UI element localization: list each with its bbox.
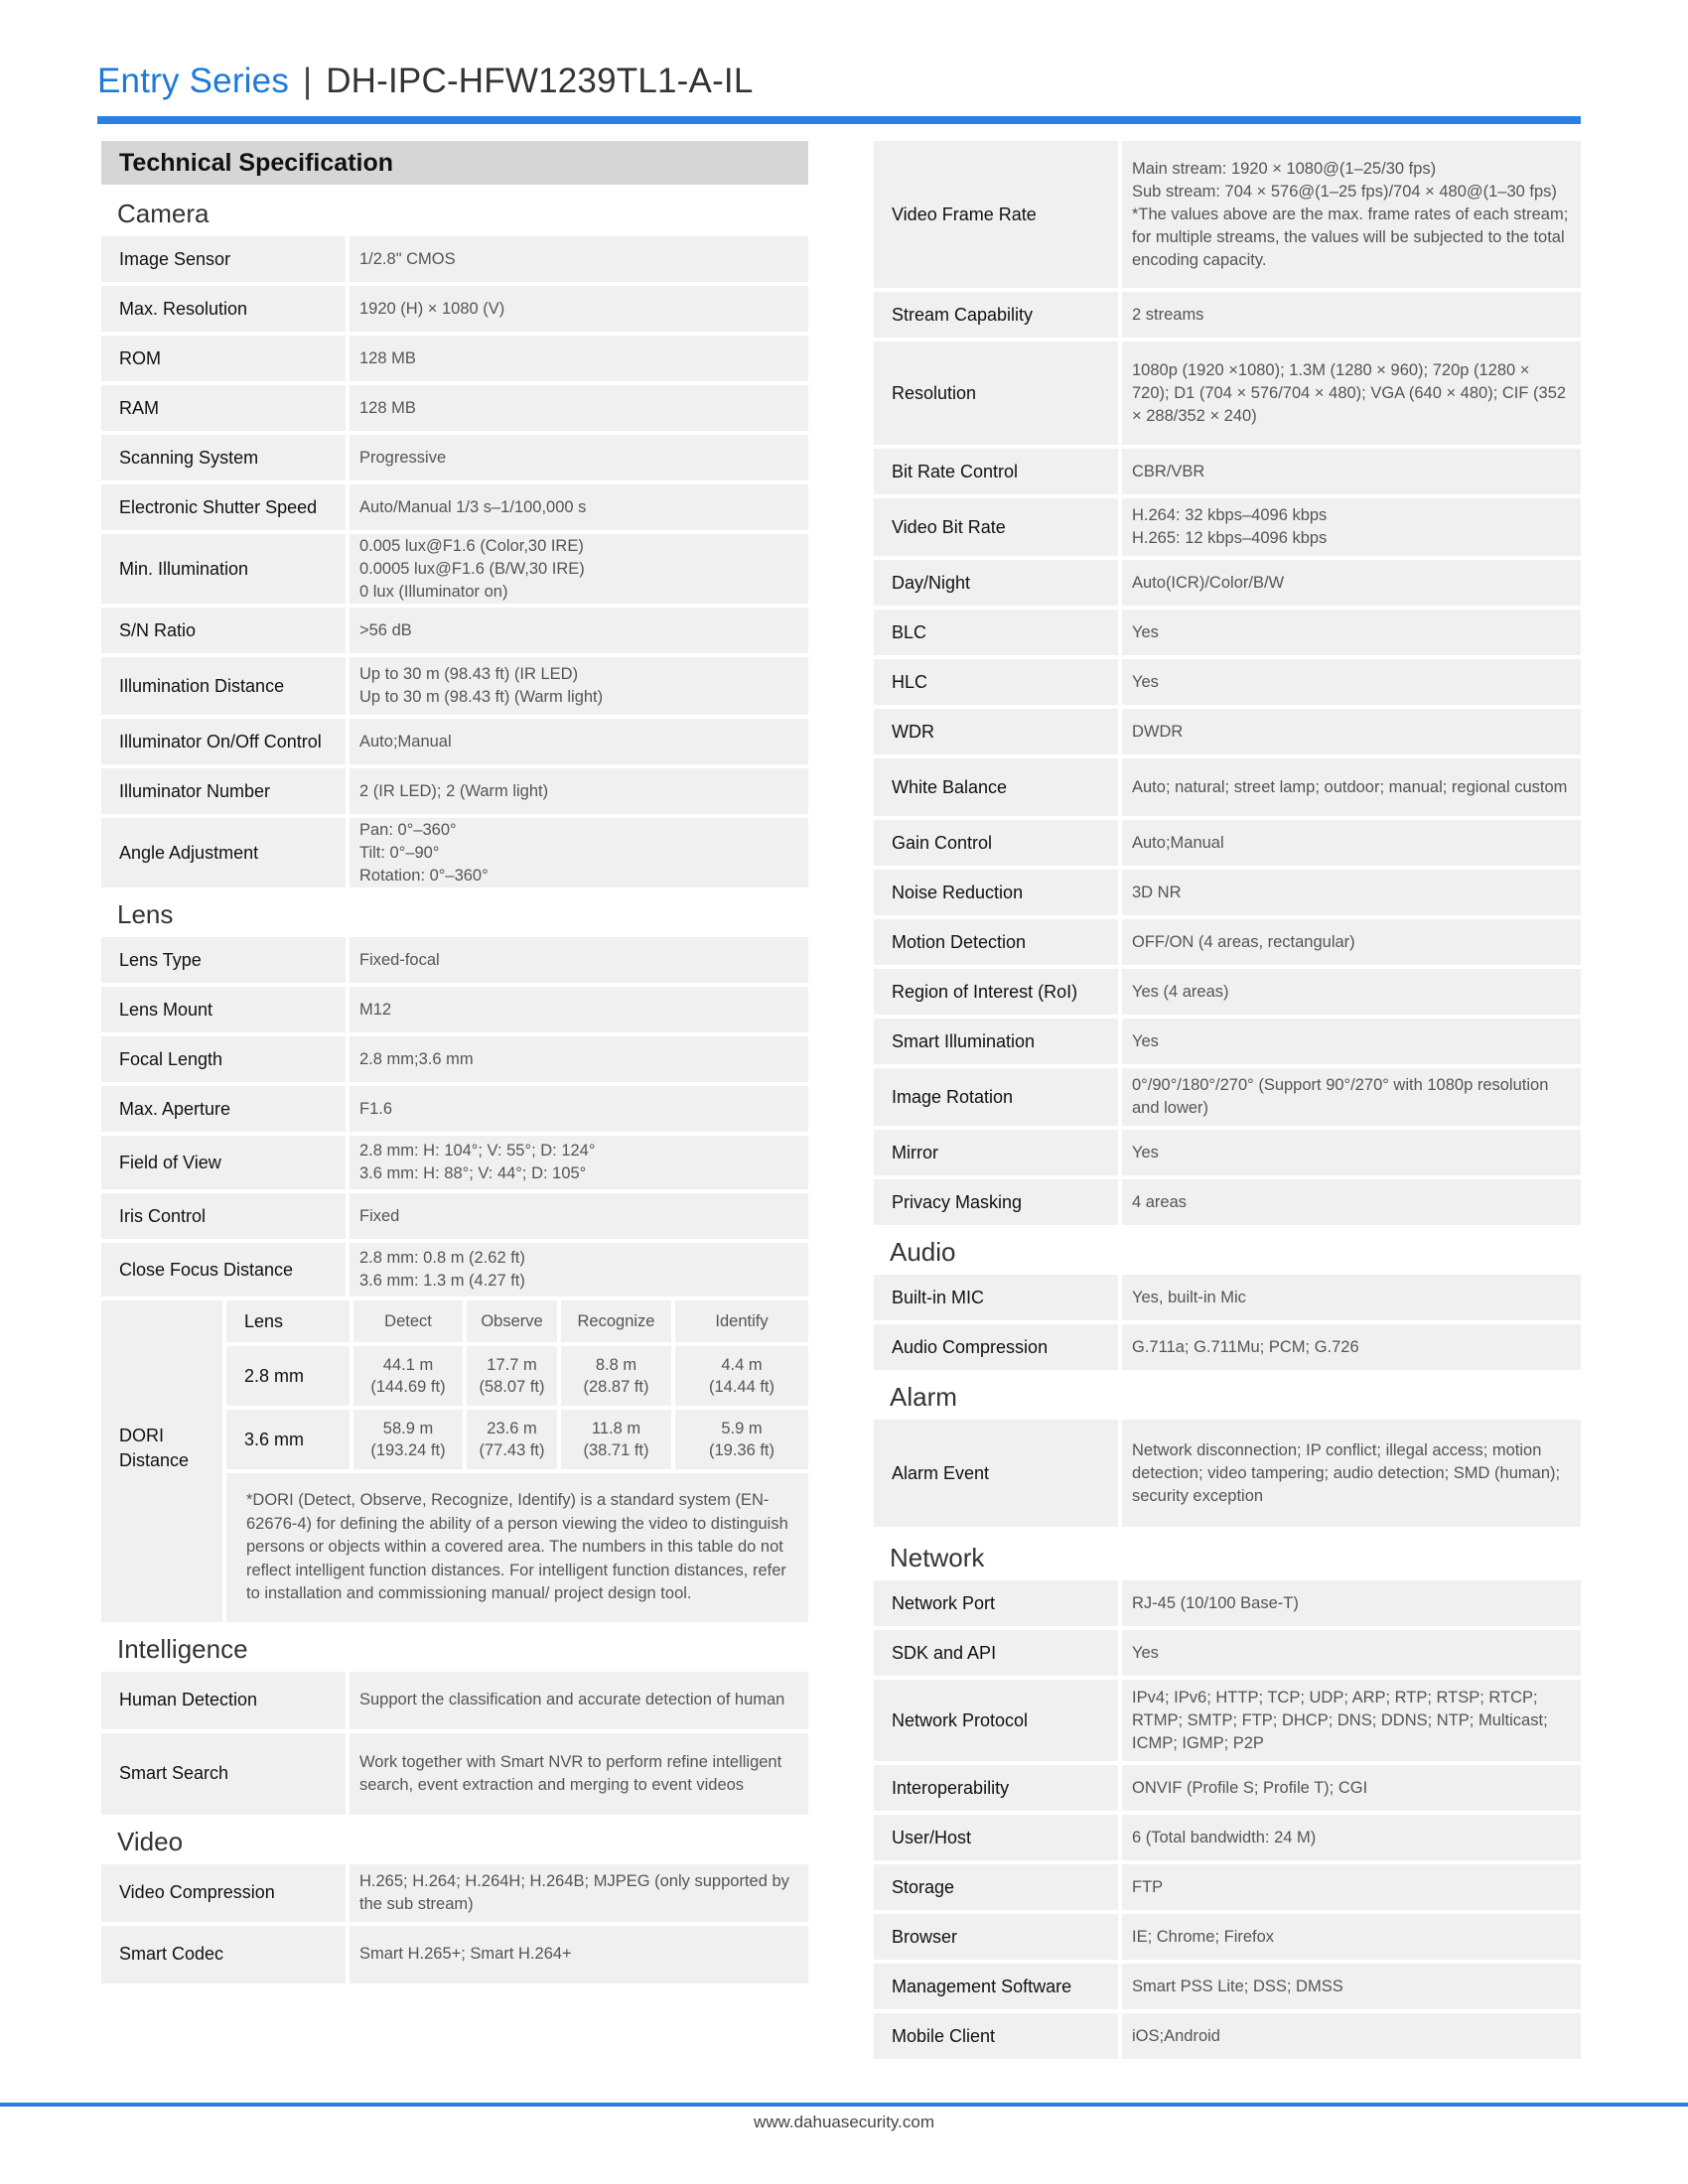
dori-value-cell — [467, 1346, 557, 1406]
spec-value — [1122, 709, 1581, 754]
spec-label: Max. Resolution — [101, 286, 346, 332]
spec-row-ram — [101, 385, 808, 431]
spec-row-close-focus-distance — [101, 1243, 808, 1297]
header-separator: | — [302, 62, 313, 100]
spec-row-browser — [874, 1914, 1581, 1960]
spec-row-network-protocol — [874, 1680, 1581, 1761]
dori-row — [226, 1346, 808, 1406]
spec-value-line: FTP — [1132, 1877, 1164, 1896]
spec-value-line: 2 streams — [1132, 305, 1204, 324]
spec-row-wdr — [874, 709, 1581, 754]
spec-row-illumination-distance — [101, 657, 808, 715]
spec-value — [1122, 1630, 1581, 1676]
spec-value — [1122, 1680, 1581, 1761]
spec-row-lens-mount — [101, 987, 808, 1032]
spec-label: Close Focus Distance — [101, 1243, 346, 1297]
spec-label: Angle Adjustment — [101, 818, 346, 887]
dori-body — [226, 1300, 808, 1622]
spec-value-line: Yes — [1132, 1143, 1159, 1161]
spec-label: Bit Rate Control — [874, 449, 1118, 494]
spec-label: Smart Illumination — [874, 1019, 1118, 1064]
camera-table — [101, 236, 808, 887]
spec-title: Technical Specification — [101, 141, 808, 185]
spec-row-max-resolution — [101, 286, 808, 332]
spec-label: SDK and API — [874, 1630, 1118, 1676]
dori-value-line: 8.8 m — [595, 1356, 637, 1374]
spec-row-focal-length — [101, 1036, 808, 1082]
spec-value-line: G.711a; G.711Mu; PCM; G.726 — [1132, 1337, 1359, 1356]
spec-value-line: 2.8 mm: 0.8 m (2.62 ft) — [359, 1249, 525, 1267]
spec-value-line: CBR/VBR — [1132, 462, 1205, 480]
spec-row-mobile-client — [874, 2013, 1581, 2059]
spec-label: Mirror — [874, 1130, 1118, 1175]
dori-value-line: (14.44 ft) — [708, 1378, 775, 1396]
left-column — [101, 141, 808, 1987]
spec-row-smart-illumination — [874, 1019, 1581, 1064]
spec-row-video-frame-rate — [874, 141, 1581, 288]
header-rule — [97, 116, 1581, 124]
spec-value-line: Fixed-focal — [359, 950, 440, 969]
spec-label: Network Protocol — [874, 1680, 1118, 1761]
spec-value — [350, 1243, 808, 1297]
dori-header-cell: Detect — [353, 1300, 463, 1342]
spec-value — [350, 719, 808, 764]
section-alarm-title: Alarm — [890, 1382, 957, 1412]
spec-row-alarm-event — [874, 1420, 1581, 1527]
series-name: Entry Series — [97, 62, 290, 100]
spec-row-interoperability — [874, 1765, 1581, 1811]
dori-value-cell — [561, 1346, 671, 1406]
spec-value-line: 3D NR — [1132, 883, 1182, 901]
spec-value-line: F1.6 — [359, 1099, 393, 1118]
dori-value-line: (193.24 ft) — [370, 1441, 446, 1459]
spec-value — [1122, 820, 1581, 866]
spec-value — [350, 1926, 808, 1983]
dori-header-row — [226, 1300, 808, 1342]
dori-value-cell — [353, 1346, 463, 1406]
spec-value — [1122, 610, 1581, 655]
dori-value-line: (144.69 ft) — [370, 1378, 446, 1396]
spec-value-line: 3.6 mm: H: 88°; V: 44°; D: 105° — [359, 1164, 587, 1182]
spec-value — [1122, 341, 1581, 445]
section-lens-title: Lens — [117, 899, 174, 929]
spec-value — [1122, 141, 1581, 288]
dori-lens-cell: 3.6 mm — [226, 1410, 350, 1469]
spec-value — [1122, 1765, 1581, 1811]
spec-value-line: 0 lux (Illuminator on) — [359, 582, 508, 601]
spec-label: Electronic Shutter Speed — [101, 484, 346, 530]
spec-value-line: 2 (IR LED); 2 (Warm light) — [359, 781, 549, 800]
footer-rule — [0, 2103, 1688, 2107]
spec-value-line: 0.0005 lux@F1.6 (B/W,30 IRE) — [359, 559, 585, 578]
spec-value-line: Fixed — [359, 1206, 400, 1225]
spec-label: Motion Detection — [874, 919, 1118, 965]
right-column — [874, 141, 1581, 2063]
spec-value-line: Support the classification and accurate detection of human — [359, 1691, 785, 1708]
spec-value — [350, 818, 808, 887]
dori-value-line: 11.8 m — [591, 1420, 641, 1437]
spec-value — [350, 608, 808, 653]
spec-value — [1122, 1964, 1581, 2009]
spec-value-line: 1/2.8" CMOS — [359, 249, 456, 268]
video-table — [874, 141, 1581, 1225]
spec-row-audio-compression — [874, 1324, 1581, 1370]
spec-label: White Balance — [874, 758, 1118, 816]
spec-value-line: Network disconnection; IP conflict; illegal access; motion detection; video tampering; audio detection; SMD (human); security exception — [1132, 1440, 1561, 1505]
spec-value-line: Main stream: 1920 × 1080@(1–25/30 fps) — [1132, 159, 1437, 178]
spec-value — [350, 1672, 808, 1729]
spec-row-bit-rate-control — [874, 449, 1581, 494]
dori-value-cell — [467, 1410, 557, 1469]
section-audio-title: Audio — [890, 1237, 956, 1267]
spec-value — [1122, 2013, 1581, 2059]
spec-label: User/Host — [874, 1815, 1118, 1860]
spec-value — [1122, 1019, 1581, 1064]
spec-label: Max. Aperture — [101, 1086, 346, 1132]
spec-label: BLC — [874, 610, 1118, 655]
spec-value-line: Yes (4 areas) — [1132, 982, 1229, 1001]
spec-value-line: ONVIF (Profile S; Profile T); CGI — [1132, 1778, 1368, 1797]
spec-value — [350, 1193, 808, 1239]
spec-value-line: Tilt: 0°–90° — [359, 843, 440, 862]
dori-table — [101, 1300, 808, 1622]
spec-label: WDR — [874, 709, 1118, 754]
spec-label: Smart Codec — [101, 1926, 346, 1983]
video-compression-table — [101, 1864, 808, 1983]
spec-row-built-in-mic — [874, 1275, 1581, 1320]
spec-value — [350, 1136, 808, 1189]
spec-row-hlc — [874, 659, 1581, 705]
dori-value-cell — [561, 1410, 671, 1469]
spec-row-image-sensor — [101, 236, 808, 282]
spec-value-line: Work together with Smart NVR to perform refine intelligent search, event extraction and merging to event videos — [359, 1752, 782, 1794]
spec-value — [1122, 560, 1581, 606]
spec-value — [1122, 292, 1581, 338]
alarm-table — [874, 1420, 1581, 1527]
spec-row-angle-adjustment — [101, 818, 808, 887]
spec-row-white-balance — [874, 758, 1581, 816]
spec-value — [1122, 449, 1581, 494]
dori-value-line: (58.07 ft) — [479, 1378, 545, 1396]
spec-row-video-compression — [101, 1864, 808, 1922]
spec-label: Min. Illumination — [101, 534, 346, 604]
spec-label: Scanning System — [101, 435, 346, 480]
dori-value-line: 44.1 m — [382, 1356, 434, 1374]
spec-label: Lens Type — [101, 937, 346, 983]
dori-lens-cell: 2.8 mm — [226, 1346, 350, 1406]
spec-row-motion-detection — [874, 919, 1581, 965]
spec-label: Resolution — [874, 341, 1118, 445]
spec-value-line: OFF/ON (4 areas, rectangular) — [1132, 932, 1355, 951]
spec-label: Management Software — [874, 1964, 1118, 2009]
spec-value-line: >56 dB — [359, 620, 412, 639]
spec-label: Network Port — [874, 1580, 1118, 1626]
spec-value-line: Yes — [1132, 1643, 1159, 1662]
spec-label: Mobile Client — [874, 2013, 1118, 2059]
spec-label: Focal Length — [101, 1036, 346, 1082]
spec-row-network-port — [874, 1580, 1581, 1626]
spec-label: S/N Ratio — [101, 608, 346, 653]
spec-label: ROM — [101, 336, 346, 381]
spec-value — [1122, 498, 1581, 556]
dori-value-line: (38.71 ft) — [583, 1441, 649, 1459]
spec-label: Privacy Masking — [874, 1179, 1118, 1225]
spec-label: Video Compression — [101, 1864, 346, 1922]
spec-value — [350, 385, 808, 431]
spec-label: Audio Compression — [874, 1324, 1118, 1370]
spec-value — [1122, 870, 1581, 915]
spec-label: Browser — [874, 1914, 1118, 1960]
document-header — [97, 62, 754, 101]
spec-value-line: H.265; H.264; H.264H; H.264B; MJPEG (only supported by the sub stream) — [359, 1871, 789, 1913]
spec-value — [1122, 1864, 1581, 1910]
dori-header-cell: Recognize — [561, 1300, 671, 1342]
spec-value-line: 0°/90°/180°/270° (Support 90°/270° with 1080p resolution and lower) — [1132, 1076, 1549, 1117]
spec-row-blc — [874, 610, 1581, 655]
spec-value — [350, 336, 808, 381]
spec-label: Stream Capability — [874, 292, 1118, 338]
dori-value-cell — [353, 1410, 463, 1469]
spec-row-illuminator-number — [101, 768, 808, 814]
spec-value — [1122, 1580, 1581, 1626]
dori-value-line: 4.4 m — [721, 1356, 763, 1374]
spec-value-line: Yes — [1132, 672, 1159, 691]
spec-row-lens-type — [101, 937, 808, 983]
spec-value-line: Auto(ICR)/Color/B/W — [1132, 573, 1285, 592]
spec-value-line: Sub stream: 704 × 576@(1–25 fps)/704 × 480@(1–30 fps) — [1132, 182, 1557, 201]
spec-value-line: Yes, built-in Mic — [1132, 1288, 1246, 1306]
spec-label: Lens Mount — [101, 987, 346, 1032]
spec-row-human-detection — [101, 1672, 808, 1729]
spec-label: Day/Night — [874, 560, 1118, 606]
spec-row-resolution — [874, 341, 1581, 445]
spec-value-line: 1080p (1920 ×1080); 1.3M (1280 × 960); 720p (1280 × 720); D1 (704 × 576/704 × 480); VGA (640 × 480); CIF (352 × 288/352 × 240) — [1132, 360, 1567, 425]
spec-value-line: Auto;Manual — [1132, 833, 1224, 852]
spec-row-rom — [101, 336, 808, 381]
spec-label: Video Bit Rate — [874, 498, 1118, 556]
spec-value — [1122, 969, 1581, 1015]
spec-value-line: Smart PSS Lite; DSS; DMSS — [1132, 1977, 1343, 1995]
spec-value — [350, 657, 808, 715]
spec-row-max-aperture — [101, 1086, 808, 1132]
spec-row-s-n-ratio — [101, 608, 808, 653]
spec-value-line: Auto;Manual — [359, 732, 452, 751]
spec-value-line: Up to 30 m (98.43 ft) (IR LED) — [359, 665, 579, 683]
spec-value-line: Smart H.265+; Smart H.264+ — [359, 1945, 572, 1963]
spec-row-illuminator-on-off-control — [101, 719, 808, 764]
spec-value — [350, 1733, 808, 1815]
dori-note: *DORI (Detect, Observe, Recognize, Identify) is a standard system (EN-62676-4) for defining the ability of a person viewing the video to distinguish persons or objects within a covered area. The numbers in this table do not reflect intelligent function distances. For intelligent function distances, refer to installation and commissioning manual/ project design tool. — [226, 1473, 808, 1622]
spec-row-sdk-and-api — [874, 1630, 1581, 1676]
model-number: DH-IPC-HFW1239TL1-A-IL — [326, 62, 754, 100]
network-table — [874, 1580, 1581, 2059]
audio-table — [874, 1275, 1581, 1370]
spec-label: RAM — [101, 385, 346, 431]
spec-value — [1122, 1275, 1581, 1320]
spec-row-gain-control — [874, 820, 1581, 866]
spec-value — [1122, 919, 1581, 965]
spec-value-line: RJ-45 (10/100 Base-T) — [1132, 1593, 1299, 1612]
dori-header-cell: Identify — [675, 1300, 808, 1342]
spec-row-image-rotation — [874, 1068, 1581, 1126]
spec-value — [1122, 1179, 1581, 1225]
dori-value-line: (77.43 ft) — [479, 1441, 545, 1459]
intelligence-table — [101, 1672, 808, 1815]
spec-value-line: 128 MB — [359, 398, 416, 417]
spec-value — [350, 236, 808, 282]
spec-value-line: 128 MB — [359, 348, 416, 367]
spec-label: Iris Control — [101, 1193, 346, 1239]
spec-value-line: Pan: 0°–360° — [359, 820, 457, 839]
spec-row-min-illumination — [101, 534, 808, 604]
spec-value — [1122, 1324, 1581, 1370]
spec-label: Noise Reduction — [874, 870, 1118, 915]
spec-value — [350, 534, 808, 604]
spec-value-line: 2.8 mm;3.6 mm — [359, 1049, 474, 1068]
spec-value-line: H.264: 32 kbps–4096 kbps — [1132, 506, 1328, 524]
spec-label: Smart Search — [101, 1733, 346, 1815]
spec-row-iris-control — [101, 1193, 808, 1239]
spec-value — [350, 1864, 808, 1922]
spec-value-line: Auto/Manual 1/3 s–1/100,000 s — [359, 497, 587, 516]
spec-value — [350, 435, 808, 480]
spec-value — [350, 1036, 808, 1082]
spec-label: Region of Interest (RoI) — [874, 969, 1118, 1015]
spec-value — [350, 484, 808, 530]
spec-value — [350, 937, 808, 983]
dori-value-line: (19.36 ft) — [708, 1441, 775, 1459]
spec-value-line: 1920 (H) × 1080 (V) — [359, 299, 505, 318]
section-network-title: Network — [890, 1543, 985, 1572]
spec-label: Illumination Distance — [101, 657, 346, 715]
spec-value-line: 0.005 lux@F1.6 (Color,30 IRE) — [359, 536, 584, 555]
spec-label: Illuminator On/Off Control — [101, 719, 346, 764]
spec-value-line: M12 — [359, 1000, 392, 1019]
dori-value-cell — [675, 1346, 808, 1406]
spec-value — [1122, 1420, 1581, 1527]
spec-value-line: Up to 30 m (98.43 ft) (Warm light) — [359, 688, 604, 706]
dori-value-line: (28.87 ft) — [583, 1378, 649, 1396]
spec-label: Image Rotation — [874, 1068, 1118, 1126]
spec-row-smart-search — [101, 1733, 808, 1815]
spec-value-line: Yes — [1132, 1031, 1159, 1050]
spec-row-storage — [874, 1864, 1581, 1910]
spec-row-stream-capability — [874, 292, 1581, 338]
spec-value — [350, 987, 808, 1032]
spec-value-line: iOS;Android — [1132, 2026, 1220, 2045]
spec-value-line: Auto; natural; street lamp; outdoor; manual; regional custom — [1132, 777, 1568, 796]
dori-value-line: 17.7 m — [487, 1356, 537, 1374]
spec-label: Image Sensor — [101, 236, 346, 282]
spec-value — [350, 286, 808, 332]
dori-label: DORI Distance — [101, 1300, 222, 1622]
spec-value-line: 2.8 mm: H: 104°; V: 55°; D: 124° — [359, 1142, 596, 1160]
spec-value-line: 4 areas — [1132, 1192, 1188, 1211]
dori-value-cell — [675, 1410, 808, 1469]
dori-row — [226, 1410, 808, 1469]
spec-value-line: *The values above are the max. frame rates of each stream; for multiple streams, the values will be subjected to the total encoding capacity. — [1132, 205, 1569, 269]
footer-url: www.dahuasecurity.com — [753, 2113, 935, 2131]
spec-row-mirror — [874, 1130, 1581, 1175]
spec-label: Gain Control — [874, 820, 1118, 866]
spec-value-line: Progressive — [359, 448, 447, 467]
spec-value-line: IPv4; IPv6; HTTP; TCP; UDP; ARP; RTP; RTSP; RTCP; RTMP; SMTP; FTP; DHCP; DNS; DDNS; NTP; Multicast; ICMP; IGMP; P2P — [1132, 1688, 1548, 1752]
spec-label: Interoperability — [874, 1765, 1118, 1811]
spec-value — [1122, 1130, 1581, 1175]
spec-label: HLC — [874, 659, 1118, 705]
spec-row-video-bit-rate — [874, 498, 1581, 556]
spec-row-privacy-masking — [874, 1179, 1581, 1225]
spec-value-line: 3.6 mm: 1.3 m (4.27 ft) — [359, 1272, 525, 1290]
spec-value — [350, 768, 808, 814]
spec-label: Built-in MIC — [874, 1275, 1118, 1320]
dori-header-cell: Observe — [467, 1300, 557, 1342]
dori-header-cell: Lens — [226, 1300, 350, 1342]
spec-row-smart-codec — [101, 1926, 808, 1983]
spec-value-line: 6 (Total bandwidth: 24 M) — [1132, 1828, 1317, 1846]
spec-row-user-host — [874, 1815, 1581, 1860]
spec-label: Illuminator Number — [101, 768, 346, 814]
section-video-title: Video — [117, 1826, 184, 1856]
spec-value — [1122, 758, 1581, 816]
dori-value-line: 5.9 m — [721, 1420, 763, 1437]
spec-value — [1122, 1068, 1581, 1126]
spec-row-electronic-shutter-speed — [101, 484, 808, 530]
section-intelligence-title: Intelligence — [117, 1633, 248, 1664]
spec-label: Field of View — [101, 1136, 346, 1189]
spec-value — [1122, 1914, 1581, 1960]
spec-value-line: IE; Chrome; Firefox — [1132, 1927, 1275, 1946]
spec-row-region-of-interest-roi — [874, 969, 1581, 1015]
spec-value-line: DWDR — [1132, 722, 1184, 741]
spec-label: Alarm Event — [874, 1420, 1118, 1527]
spec-value — [1122, 659, 1581, 705]
dori-value-line: 58.9 m — [382, 1420, 434, 1437]
spec-row-field-of-view — [101, 1136, 808, 1189]
spec-value-line: Yes — [1132, 622, 1159, 641]
spec-value-line: H.265: 12 kbps–4096 kbps — [1132, 529, 1328, 547]
spec-row-noise-reduction — [874, 870, 1581, 915]
spec-label: Storage — [874, 1864, 1118, 1910]
section-camera-title: Camera — [117, 199, 210, 228]
spec-row-management-software — [874, 1964, 1581, 2009]
lens-table — [101, 937, 808, 1297]
dori-value-line: 23.6 m — [487, 1420, 537, 1437]
spec-value — [350, 1086, 808, 1132]
spec-label: Video Frame Rate — [874, 141, 1118, 288]
spec-value — [1122, 1815, 1581, 1860]
spec-label: Human Detection — [101, 1672, 346, 1729]
spec-value-line: Rotation: 0°–360° — [359, 866, 489, 885]
spec-row-day-night — [874, 560, 1581, 606]
spec-row-scanning-system — [101, 435, 808, 480]
